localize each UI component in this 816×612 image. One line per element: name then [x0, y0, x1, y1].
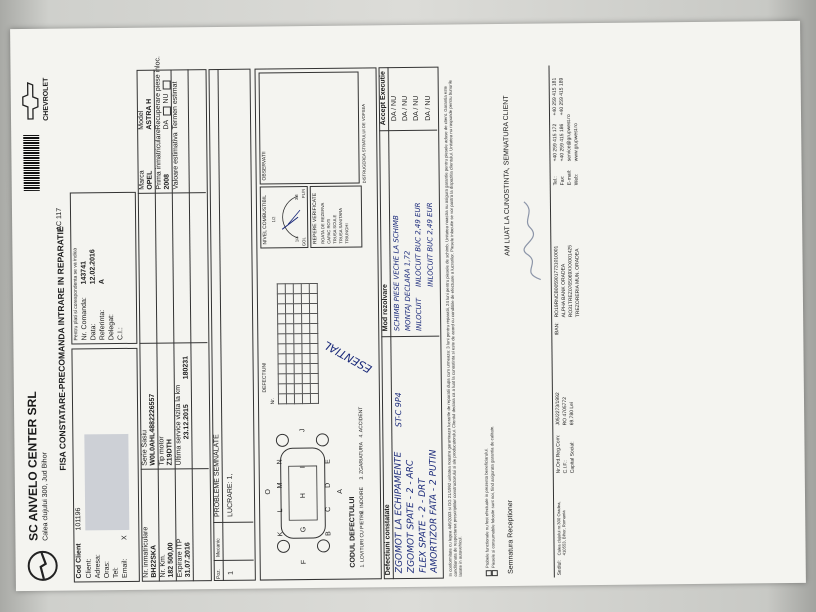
diagram-letter-j: J — [299, 428, 307, 433]
recuperare-da-checkbox[interactable] — [163, 106, 171, 115]
hw-rezolvare-4: INLOCUIT BUC 2,49 EUR — [413, 202, 423, 287]
valoare-label: Valoare estimativa — [172, 132, 180, 190]
legend-1: 1. LOVITURI CU PIETRE — [359, 510, 366, 568]
diagram-letter-h: H — [299, 493, 308, 499]
probleme-header: PROBLEME SEMNALATE — [213, 434, 222, 518]
client-signature — [512, 196, 549, 286]
tip-motor-value: Z19DTH — [166, 439, 174, 466]
ci-label: C.I.: — [117, 327, 125, 341]
x-mark: X — [121, 535, 129, 541]
fuel-mark-1-4: 1/4 — [294, 236, 300, 243]
defectiuni-label: DEFECTIUNI — [261, 362, 268, 393]
prima-inmatriculare-value: 2008 — [163, 173, 171, 190]
hw-rezolvare-1: SCHIMB PIESE VECHE LA SCHIMB — [392, 215, 402, 332]
am-luat-la-cunostinta: AM LUAT LA CUNOSTINTA, SEMNATURA CLIENT — [502, 95, 512, 256]
repere-item-2: CAPAC ROTI — [326, 218, 332, 244]
diagram-letter-g: G — [300, 526, 308, 533]
footer-capital-label: Capital Social: — [569, 441, 576, 474]
model-value: ASTRA H — [145, 98, 154, 130]
footer-fax-2: +40 259 415 189 — [558, 77, 566, 116]
footer-cif-label: C.I.F.: — [562, 460, 569, 474]
observatii-block — [259, 72, 360, 185]
client-label: Client: — [85, 558, 93, 579]
recuperare-nu-checkbox[interactable] — [163, 80, 171, 89]
footer-bank-1: ALPHA BANK ORADEA — [560, 263, 568, 318]
diagram-letter-f: F — [300, 559, 308, 565]
diagram-letter-o: O — [264, 488, 272, 495]
footer-iban-2: RO31TREZ0765069XXX001425 — [567, 244, 575, 318]
mecanic-label: Mecanic — [215, 538, 222, 558]
fuel-mark-1-2: 1/2 — [271, 216, 277, 223]
barcode — [23, 135, 40, 191]
repere-item-4: TRUSA SANITARA — [337, 207, 344, 244]
poz-label: Poz. — [215, 568, 222, 580]
serie-sasiu-value: W0L0AHL4882226557 — [148, 393, 157, 466]
marca-value: OPEL — [146, 170, 154, 190]
semnatura-receptioner: Semnatura Receptioner — [507, 499, 515, 574]
defect-row-1: ZGOMOT LA ECHIPAMENTE — [393, 451, 405, 574]
footer-sediul: Calea clujului nr.300 Oradea, 410553, Bihor, Romania — [556, 501, 567, 556]
mod-rezolvare-header: Mod rezolvare — [381, 284, 390, 332]
defect-row-4: AMORTIZOR FATA - 2 PUTIN — [428, 449, 440, 573]
referinta-label: Referinta: — [99, 309, 107, 341]
check-1-text: Probele functionale nu fost efectuate in prezenta beneficiarului. — [483, 448, 490, 569]
delegat-label: Delegat: — [108, 313, 116, 341]
accept-row-2[interactable]: DA / NU — [401, 95, 410, 122]
footer-cif: RO 4705772 — [561, 396, 569, 426]
tel-label: Tel: — [112, 567, 120, 579]
observatii-label: OBSERVATII — [261, 151, 268, 181]
diagram-letter-a: A — [336, 489, 344, 494]
adresa-label: Adresa: — [94, 554, 102, 579]
grid-nr-label: Nr. — [269, 397, 277, 405]
diagram-letter-b: B — [325, 531, 333, 536]
correspondence-header: Pentru plati si corespondenta se va indica — [72, 247, 80, 341]
footer-web-label: Web: — [573, 173, 580, 186]
legend-2: 2. INDOIRE — [358, 487, 366, 514]
model-label: Model — [137, 110, 146, 130]
footer-email-label: E-mail: — [566, 169, 573, 186]
email-label: Email: — [121, 558, 129, 579]
accept-header: Accept Executie — [379, 71, 388, 126]
footer-tel-2: +40 259 415 181 — [551, 77, 559, 116]
diagram-letter-i: I — [299, 466, 307, 469]
hw-vertical-note: ESENTIAL — [321, 338, 375, 376]
repair-form-sheet — [10, 21, 806, 591]
termen-label: Termen estimat — [171, 81, 180, 130]
chevrolet-label: CHEVROLET — [42, 77, 51, 121]
check-2-box[interactable] — [492, 570, 498, 576]
referinta-value: A — [98, 279, 106, 285]
repere-item-3: TRUSA SCULE — [332, 214, 338, 244]
defect-row-3: FLEX SPATE - 2 - DRT — [417, 478, 429, 573]
redacted-client-data — [84, 434, 129, 530]
marca-label: Marca — [138, 170, 146, 190]
footer-fax-label: Fax: — [559, 175, 566, 186]
check-2-text: Piesele si consumabile folosite sunt noi, fiind asigurata garantia de calitate. — [489, 425, 496, 569]
diagram-letter-m: M — [276, 482, 284, 489]
data-value: 12.02.2016 — [89, 249, 97, 285]
expirare-itp-label: Expirare ITP — [176, 538, 184, 578]
footer-iban-label: IBAN: — [554, 322, 561, 336]
repere-item-1: ROATA DE REZERVA — [319, 202, 326, 244]
form-title: FISA CONSTATARE-PRECOMANDA INTRARE IN REPARATIE — [55, 226, 68, 471]
repere-item-5: TRIUNGHI — [344, 223, 350, 244]
accept-row-1[interactable]: DA / NU — [390, 95, 399, 122]
diagram-letter-l: L — [277, 508, 285, 513]
ultima-vizita-date: 23.12.2015 — [183, 404, 191, 440]
footer-sediul-label: Sediul: — [556, 560, 563, 576]
tip-motor-label: Tip motor — [158, 436, 166, 466]
ultima-vizita-label: Ultima service vizita la km — [174, 384, 183, 466]
comanda-value: 143741 — [80, 260, 88, 285]
nr-inmatriculare-label: Nr. inmatriculare — [142, 526, 150, 578]
diagram-letter-e: E — [324, 459, 332, 464]
lucrare-text: LUCRARE: 1, — [226, 473, 235, 517]
footer-web: www.grupwest.ro — [573, 123, 580, 162]
footer-iban: RO19RNCB0059017731010001 — [553, 245, 561, 318]
diagram-letter-n: N — [276, 459, 284, 465]
nr-inmatriculare-value: BH22SKA — [150, 544, 158, 578]
oras-label: Oras: — [103, 561, 111, 579]
nr-km-label: Nr. Km. — [159, 554, 167, 578]
ultima-vizita-km: 180231 — [182, 355, 190, 380]
recuperare-da[interactable]: DA — [163, 119, 171, 130]
cod-client-value: 101196 — [75, 507, 83, 531]
accept-row-4[interactable]: DA / NU — [424, 95, 433, 121]
opel-logo-icon — [26, 549, 60, 583]
cod-client-label: Cod Client — [75, 543, 83, 579]
defect-row-2: ZGOMOT SPATE - 2 - ARC — [405, 459, 417, 574]
defectiuni-constatate-header: Defectiuni constatate — [384, 504, 392, 576]
form-code: AC 117 — [55, 207, 64, 231]
accept-row-3[interactable]: DA / NU — [412, 95, 421, 121]
company-address: Calea clujului 300, Jud Bihor — [41, 452, 50, 541]
fuel-mark-3-4: 3/4 — [293, 194, 299, 201]
fuel-mark-plin: PLIN — [300, 188, 306, 199]
distrugere-label: DISTRUGEREA STRATULUI DE VOPSEA — [360, 103, 367, 184]
footer-email: service@grupwest.ro — [566, 114, 573, 162]
footer-bank-2: TREZORERIA MUN. ORADEA — [574, 248, 582, 318]
footer-fax: +40 259 415 186 — [559, 123, 566, 162]
fuel-mark-gol: GOL — [301, 237, 307, 247]
footer-reg-label: Nr.Ord.Reg.Com: — [555, 434, 562, 474]
repere-header: REPERE VERIFICATE — [311, 192, 319, 244]
diagram-letter-k: K — [277, 531, 285, 537]
company-name: SC ANVELO CENTER SRL — [24, 391, 41, 542]
defect-grid — [277, 283, 319, 404]
data-label: Data: — [90, 323, 98, 341]
recuperare-label: Recuperare piese inloc. — [154, 56, 163, 130]
comanda-label: Nr. Comanda: — [80, 297, 89, 341]
legend-4: 4. ACCIDENT — [358, 406, 365, 438]
chevrolet-logo-icon — [19, 81, 41, 121]
footer-tel-label: Tel.: — [552, 176, 559, 186]
footer-capital: 69.780 Lei — [569, 401, 576, 426]
hw-rezolvare-5: INLOCUIT BUC 2,49 EUR — [425, 202, 435, 287]
footer-tel: +40 259 415 172 — [552, 123, 559, 162]
footer-reg: J05/2273/1992 — [554, 392, 562, 426]
codul-defectului: CODUL DEFECTULUI — [348, 496, 357, 568]
poz-value: 1 — [227, 570, 235, 575]
diagram-letter-c: C — [325, 506, 333, 512]
diagram-letter-d: D — [324, 482, 332, 488]
defect-row-1-mod: ST-C 9P4 — [393, 392, 404, 428]
legend-3: 3. ZGARIATURA — [358, 442, 365, 480]
expirare-itp-value: 31.07.2016 — [184, 542, 192, 578]
hw-rezolvare-2: MONTAJ DECLARA 1,72 — [403, 250, 413, 332]
nivel-combustibil: NIVEL COMBUSTIBIL — [261, 194, 269, 245]
nr-km-value: 182 500,00 — [167, 542, 175, 578]
prima-inmatriculare-label: Prima inmatriculare — [155, 129, 163, 190]
conditions-text: In conformitate cu legea 449/2003 si OG 21/1992 unitatea noastra garanteaza lucrarile de reparatii dupa cum urmeaza: 3 luni pentru reparatii, 24 luni pentru piesele de schimb. Unitatea noastra nu asigura garantie pentru piesele aduse de client. Garantia este conditionata de respectarea prescriptiilor constructorului si ale producatorului. Clientul declara ca a luat la cunostinta si este de acord cu conditiile de efectuare a lucrarilor. Piesele inlocuite se vor pastra la dispozitia clientului. Unitatea nu raspunde pentru bunurile lasate in autovehicul. — [442, 79, 464, 577]
hw-rezolvare-3: INLOCUIT — [414, 297, 424, 331]
recuperare-nu[interactable]: NU — [162, 93, 170, 104]
serie-sasiu-label: Serie Sasiu — [141, 429, 149, 466]
